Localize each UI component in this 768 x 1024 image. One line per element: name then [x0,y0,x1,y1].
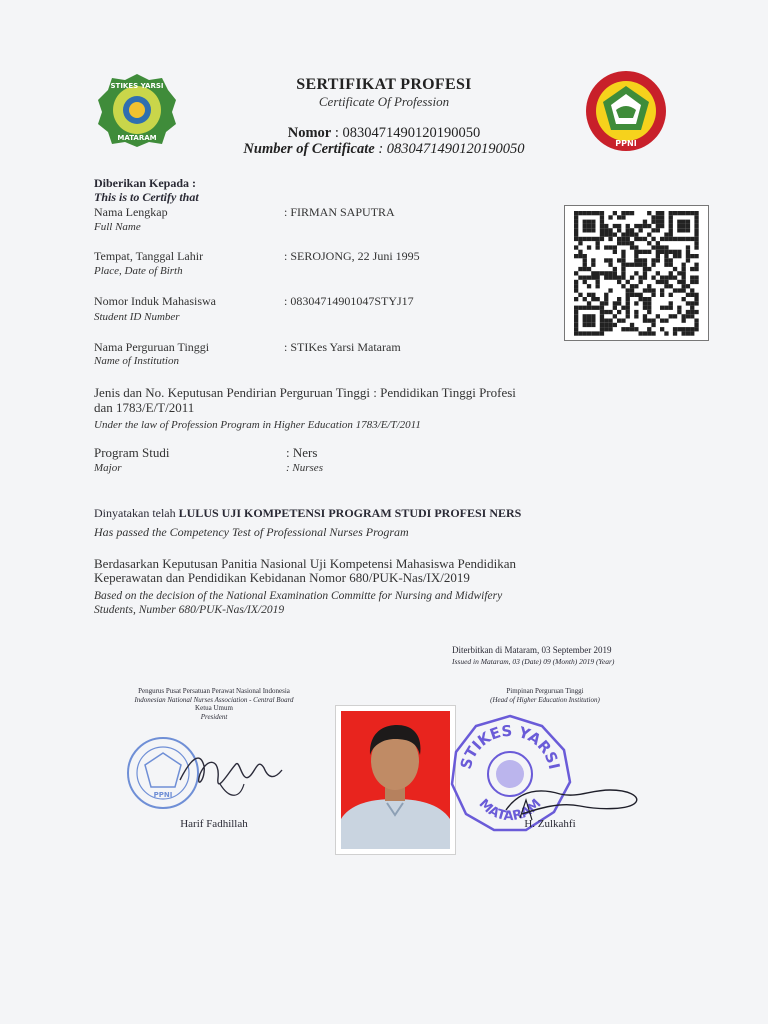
field-label-en-institution: Name of Institution [94,355,179,367]
field-label-en-birth: Place, Date of Birth [94,265,183,277]
signatory-left-line-2: Indonesian National Nurses Association - Central Board [134,695,294,704]
field-label-student-id: Nomor Induk Mahasiswa [94,294,216,308]
field-label-en-full-name: Full Name [94,221,141,233]
signatory-left-line-3: Ketua Umum [195,704,233,712]
passed-prefix: Dinyatakan telah [94,506,176,520]
field-value-student-id: : 08304714901047STYJ17 [284,294,414,308]
certificate-number [0,125,768,142]
student-photo [335,705,456,855]
number-value: : 0830471490120190050 [334,125,481,141]
program-value: : Ners [286,445,318,460]
number-label-en: Number of Certificate [243,141,375,157]
signature-left [170,740,290,805]
given-to-label-en: This is to Certify that [94,190,199,204]
signatory-right-line-1: Pimpinan Perguruan Tinggi [506,687,584,695]
svg-text:MATARAM: MATARAM [475,796,545,825]
signatory-left-name: Harif Fadhillah [180,818,248,830]
svg-text:STIKES YARSI: STIKES YARSI [456,721,564,772]
passed-bold: LULUS UJI KOMPETENSI PROGRAM STUDI PROFESI NERS [178,506,522,520]
field-label-institution: Nama Perguruan Tinggi [94,340,210,354]
field-label-birth: Tempat, Tanggal Lahir [94,249,204,263]
decree-line-2: dan 1783/E/T/2011 [94,400,195,415]
given-to-label: Diberikan Kepada : [94,176,197,190]
field-value-birth: : SEROJONG, 22 Juni 1995 [284,249,420,263]
svg-text:STIKES YARSI: STIKES YARSI [110,82,164,90]
passed-statement [94,506,521,521]
certificate-title: SERTIFIKAT PROFESI [296,76,472,93]
program-label: Program Studi [94,445,170,460]
basis-line-2-en: Students, Number 680/PUK-Nas/IX/2019 [94,604,285,616]
program-value-en: : Nurses [286,462,323,474]
qr-code [564,205,709,341]
svg-text:PPNI: PPNI [615,139,637,148]
signatory-left-line-1: Pengurus Pusat Persatuan Perawat Nasional Indonesia [138,687,290,695]
program-label-en: Major [94,462,122,474]
svg-text:PPNI: PPNI [153,791,173,799]
issued-line: Diterbitkan di Mataram, 03 September 2019 [452,645,612,655]
basis-line-1: Berdasarkan Keputusan Panitia Nasional Uji Kompetensi Mahasiswa Pendidikan [94,556,517,571]
signatory-right-name: H. Zulkahfi [524,818,576,830]
passed-statement-en: Has passed the Competency Test of Professional Nurses Program [94,525,409,539]
number-value-en: : 0830471490120190050 [378,141,525,157]
signatory-left-block [95,687,333,721]
issued-line-en: Issued in Mataram, 03 (Date) 09 (Month) 2019 (Year) [452,657,615,666]
decree-line-1: Jenis dan No. Keputusan Pendirian Perguruan Tinggi : Pendidikan Tinggi Profesi [94,385,516,400]
certificate-subtitle: Certificate Of Profession [318,94,450,109]
signatory-right-line-2: (Head of Higher Education Institution) [490,695,600,704]
basis-line-2: Keperawatan dan Pendidikan Kebidanan Nomor 680/PUK-Nas/IX/2019 [94,570,470,585]
certificate-number-en [0,141,768,158]
field-label-en-student-id: Student ID Number [94,311,180,323]
signatory-right-block [455,687,635,704]
decree-line-en: Under the law of Profession Program in Higher Education 1783/E/T/2011 [94,419,421,431]
field-value-institution: : STIKes Yarsi Mataram [284,340,401,354]
field-label-full-name: Nama Lengkap [94,205,168,219]
number-label: Nomor [287,125,332,141]
field-value-full-name: : FIRMAN SAPUTRA [284,205,395,219]
signatory-left-line-4: President [200,712,228,721]
basis-line-1-en: Based on the decision of the National Examination Committe for Nursing and Midwifery [94,590,503,602]
svg-text:MATARAM: MATARAM [117,134,157,142]
